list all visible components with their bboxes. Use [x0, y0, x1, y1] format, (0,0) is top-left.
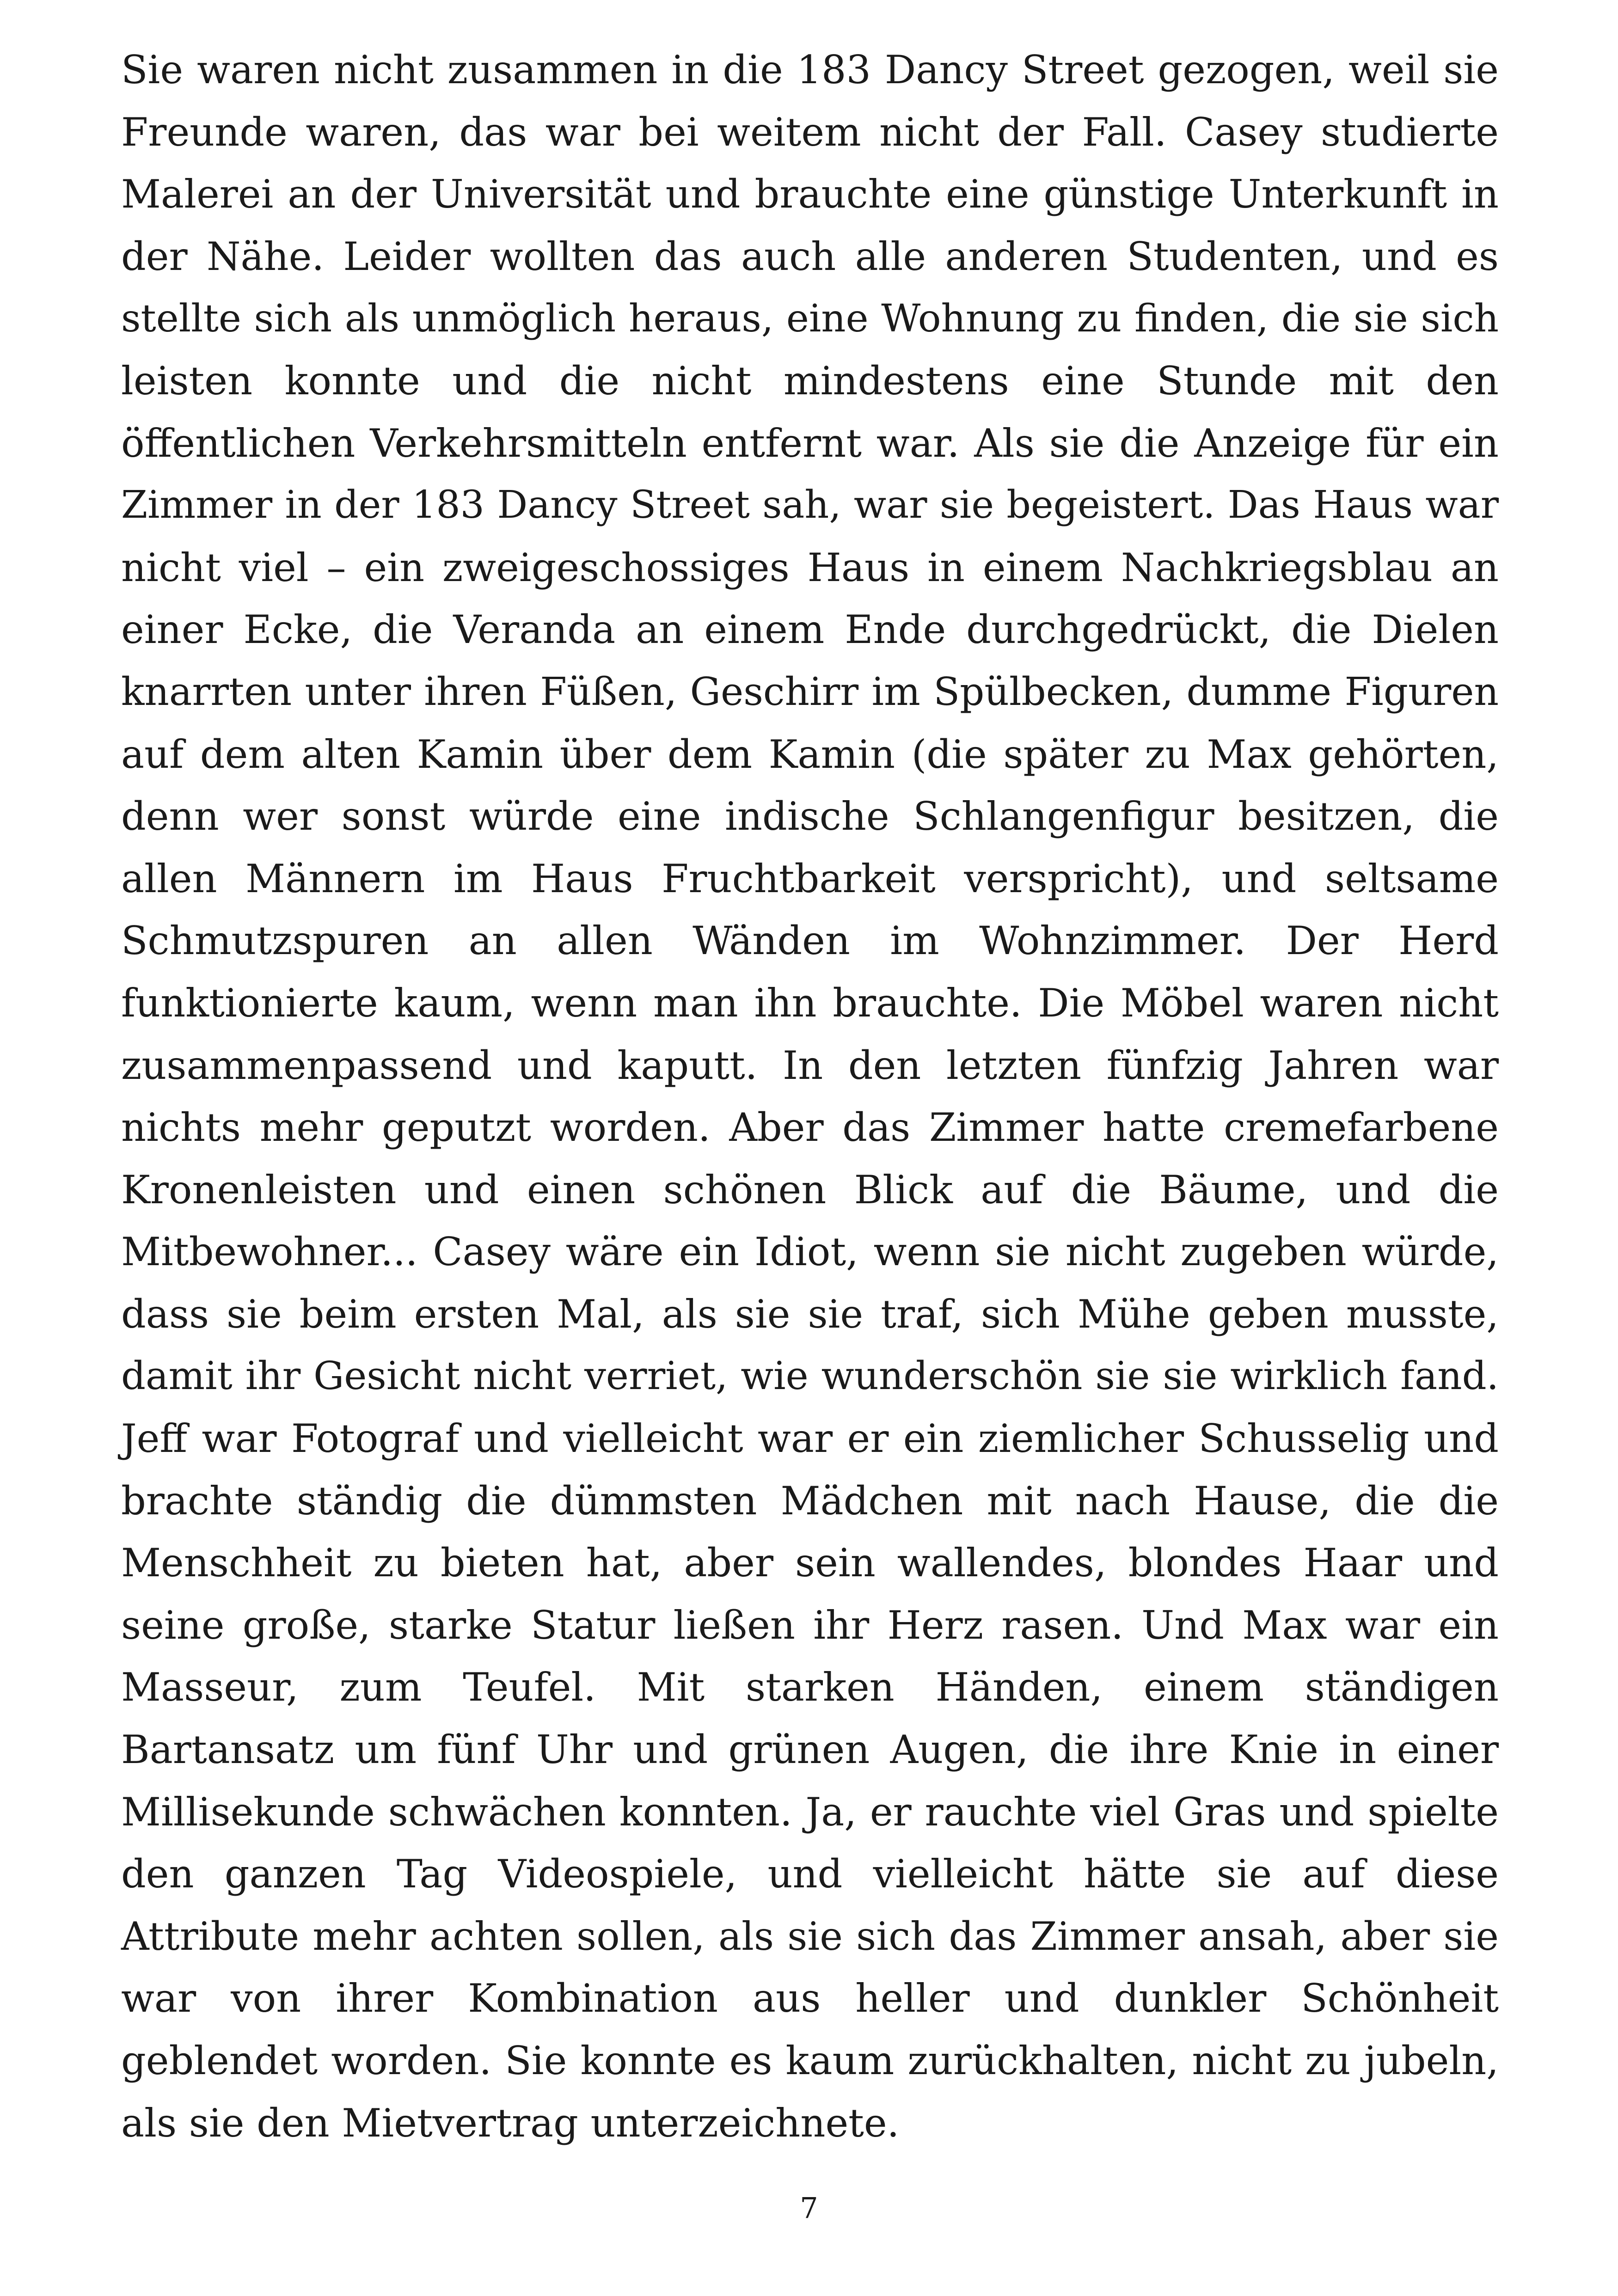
- body-paragraph: [121, 39, 1499, 2154]
- text-line: Millisekunde schwächen konnten. Ja, er rauchte viel Gras und spielte: [121, 1789, 1499, 1835]
- text-line: Mitbewohner... Casey wäre ein Idiot, wenn sie nicht zugeben würde,: [121, 1229, 1499, 1275]
- text-line: Zimmer in der 183 Dancy Street sah, war sie begeistert. Das Haus war: [121, 483, 1499, 527]
- text-line: denn wer sonst würde eine indische Schlangenfigur besitzen, die: [121, 794, 1499, 839]
- text-line: einer Ecke, die Veranda an einem Ende durchgedrückt, die Dielen: [121, 607, 1499, 653]
- text-line: stellte sich als unmöglich heraus, eine Wohnung zu finden, die sie sich: [121, 296, 1499, 341]
- text-line: zusammenpassend und kaputt. In den letzten fünfzig Jahren war: [121, 1042, 1499, 1088]
- text-line: Jeff war Fotograf und vielleicht war er ein ziemlicher Schusselig und: [121, 1416, 1499, 1462]
- text-line: seine große, starke Statur ließen ihr Herz rasen. Und Max war ein: [121, 1602, 1499, 1648]
- text-line: Malerei an der Universität und brauchte eine günstige Unterkunft in: [121, 171, 1499, 217]
- text-line: als sie den Mietvertrag unterzeichnete.: [121, 2100, 900, 2146]
- text-line: nichts mehr geputzt worden. Aber das Zimmer hatte cremefarbene: [121, 1105, 1499, 1151]
- text-line: knarrten unter ihren Füßen, Geschirr im Spülbecken, dumme Figuren: [121, 669, 1499, 714]
- text-line: allen Männern im Haus Fruchtbarkeit verspricht), und seltsame: [121, 856, 1499, 901]
- text-line: öffentlichen Verkehrsmitteln entfernt war. Als sie die Anzeige für ein: [121, 420, 1499, 466]
- text-line: Sie waren nicht zusammen in die 183 Dancy Street gezogen, weil sie: [121, 47, 1499, 92]
- text-line: Schmutzspuren an allen Wänden im Wohnzimmer. Der Herd: [121, 918, 1499, 964]
- page-number: 7: [800, 2191, 818, 2225]
- text-line: den ganzen Tag Videospiele, und vielleicht hätte sie auf diese: [121, 1851, 1499, 1897]
- text-line: Kronenleisten und einen schönen Blick auf die Bäume, und die: [121, 1167, 1499, 1212]
- text-line: leisten konnte und die nicht mindestens eine Stunde mit den: [121, 358, 1499, 404]
- text-line: funktionierte kaum, wenn man ihn brauchte. Die Möbel waren nicht: [121, 980, 1499, 1026]
- text-line: nicht viel – ein zweigeschossiges Haus in einem Nachkriegsblau an: [121, 545, 1499, 590]
- text-line: war von ihrer Kombination aus heller und dunkler Schönheit: [121, 1976, 1499, 2021]
- text-line: auf dem alten Kamin über dem Kamin (die später zu Max gehörten,: [121, 731, 1499, 777]
- text-line: Bartansatz um fünf Uhr und grünen Augen, die ihre Knie in einer: [121, 1727, 1499, 1773]
- text-line: geblendet worden. Sie konnte es kaum zurückhalten, nicht zu jubeln,: [121, 2038, 1499, 2083]
- text-line: Freunde waren, das war bei weitem nicht der Fall. Casey studierte: [121, 109, 1499, 155]
- text-line: Attribute mehr achten sollen, als sie sich das Zimmer ansah, aber sie: [121, 1913, 1499, 1959]
- text-line: der Nähe. Leider wollten das auch alle anderen Studenten, und es: [121, 233, 1499, 279]
- text-line: Menschheit zu bieten hat, aber sein wallendes, blondes Haar und: [121, 1540, 1499, 1586]
- text-line: brachte ständig die dümmsten Mädchen mit nach Hause, die die: [121, 1478, 1499, 1524]
- text-line: Masseur, zum Teufel. Mit starken Händen, einem ständigen: [121, 1665, 1499, 1710]
- text-line: damit ihr Gesicht nicht verriet, wie wunderschön sie sie wirklich fand.: [121, 1353, 1499, 1399]
- text-line: dass sie beim ersten Mal, als sie sie traf, sich Mühe geben musste,: [121, 1291, 1499, 1337]
